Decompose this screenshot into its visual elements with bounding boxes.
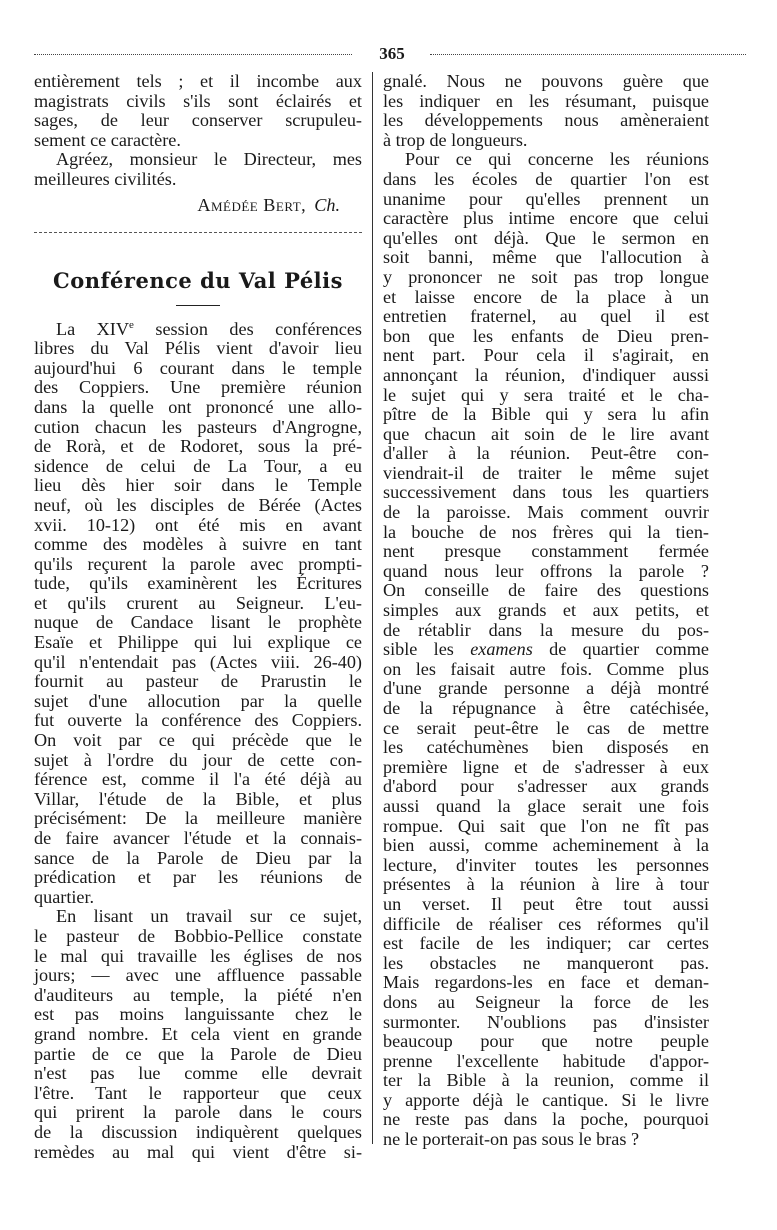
text-line: fournit au pasteur de Prarustin le	[34, 671, 362, 692]
text-line-examens: sible les examens de quartier comme	[383, 639, 709, 660]
text-line: le sujet qui y sera traité et le cha-	[383, 384, 709, 405]
text-line: d'abord pour s'adresser aux grands	[383, 776, 709, 797]
text-line: quartier.	[34, 886, 95, 907]
text-line: le pasteur de Bobbio-Pellice constate	[34, 925, 362, 946]
article-title: Conférence du Val Pélis	[53, 267, 343, 293]
text-line: prenne l'excellente habitude d'appor-	[383, 1050, 709, 1071]
text-line: libres du Val Pélis vient d'avoir lieu	[34, 338, 362, 359]
text-line: sujet d'une allocution par la quelle	[34, 690, 362, 711]
text-line: dans les écoles de quartier l'on est	[383, 168, 709, 189]
right-column	[383, 72, 709, 1150]
text-line: En lisant un travail sur ce sujet,	[56, 906, 362, 927]
text-line: à trop de longueurs.	[383, 129, 528, 150]
text-line: l'être. Tant le rapporteur que ceux	[34, 1082, 362, 1103]
signature-suffix: Ch.	[314, 194, 340, 215]
text-line: successivement dans tous les quartiers	[383, 482, 709, 503]
text-line: les indiquer en les résumant, puisque	[383, 90, 709, 111]
signature	[34, 190, 362, 220]
text-line: de faire avancer l'étude et la connais-	[34, 828, 362, 848]
text-line: de la discussion indiquèrent quelques	[34, 1121, 362, 1142]
text-line: dons au Seigneur la force de les	[383, 991, 709, 1012]
column-divider	[372, 72, 373, 1144]
text-line: ne reste pas dans la poche, pourquoi	[383, 1109, 709, 1130]
text-line: sement ce caractère.	[34, 129, 181, 150]
text-line: nent presque constamment fermée	[383, 541, 709, 562]
text-line: tude, qu'ils examinèrent les Écritures	[34, 573, 362, 594]
signature-name: Amédée Bert,	[197, 194, 307, 215]
text-line: rompue. Qui sait que l'on ne fît pas	[383, 815, 709, 836]
text-line: sidence de celui de La Tour, a eu	[34, 455, 362, 476]
text-line: de rétablir dans la mesure du pos-	[383, 619, 709, 640]
text-line: aujourd'hui 6 courant dans le temple	[34, 357, 362, 378]
text-line: xvii. 10-12) ont été mis en avant	[34, 514, 362, 535]
text-line: grand nombre. Et cela vient en grande	[34, 1023, 362, 1044]
text-line: le mal qui travaille les églises de nos	[34, 945, 362, 966]
text-line: viendrait-il de traiter le même sujet	[383, 462, 709, 483]
text-line: les développements nous amèneraient	[383, 110, 709, 131]
page-number: 365	[379, 44, 405, 63]
title-dash	[176, 305, 220, 306]
text-line: Villar, l'étude de la Bible, et plus	[34, 788, 362, 809]
page-header	[34, 44, 746, 66]
text-line: cution chacun les pasteurs d'Angrogne,	[34, 416, 362, 437]
text-line: et laisse encore de la place à un	[383, 286, 709, 307]
text-line: ce serait peut-être le cas de mettre	[383, 717, 709, 738]
text-line: sages, de leur conserver scrupuleu-	[34, 110, 362, 131]
text-line: nent part. Pour cela il s'agirait, en	[383, 345, 709, 366]
left-column	[34, 72, 362, 1162]
text-line: simples aux grands et aux petits, et	[383, 600, 709, 621]
section-separator	[34, 232, 362, 247]
text-line: Agréez, monsieur le Directeur, mes	[56, 149, 362, 170]
text-line: comme des modèles à suivre en tant	[34, 534, 362, 555]
text-line: les obstacles ne manqueront pas.	[383, 952, 709, 973]
text-line: de la paroisse. Mais comment ouvrir	[383, 502, 709, 523]
text-line: ne le porterait-on pas sous le bras ?	[383, 1129, 640, 1150]
text-line: précisément: De la meilleure manière	[34, 808, 362, 829]
letter-closing	[34, 150, 362, 189]
text-line: magistrats civils s'ils sont éclairés et	[34, 90, 362, 111]
text-line: un verset. Il peut être tout aussi	[383, 893, 709, 914]
text-line: caractère plus intime encore que celui	[383, 208, 709, 229]
text-line: est pas moins languissante chez le	[34, 1004, 362, 1025]
text-line: remèdes au mal qui vient d'être si-	[34, 1141, 362, 1162]
text-line: Esaïe et Philippe qui lui explique ce	[34, 632, 362, 653]
examens-word: examens	[470, 639, 533, 660]
text-line: jours; — avec une affluence passable	[34, 965, 362, 986]
text-line: lecture, d'inviter toutes les personnes	[383, 854, 709, 875]
text-line: gnalé. Nous ne pouvons guère que	[383, 71, 709, 91]
article-continuation-2	[383, 660, 709, 1150]
text-line: n'est pas lue comme elle devrait	[34, 1063, 362, 1084]
text-line: difficile de réaliser ces réformes qu'il	[383, 913, 709, 934]
article-body	[34, 320, 362, 1163]
text-line: d'auditeurs au temple, la piété n'en	[34, 984, 362, 1005]
text-line: La XIVe session des conférences	[56, 318, 362, 339]
text-line: Mais regardons-les en face et deman-	[383, 972, 709, 993]
text-line: de Rorà, et de Rodoret, sous la pré-	[34, 436, 362, 457]
text-line: d'une grande personne a déjà montré	[383, 678, 709, 699]
text-line: première ligne et de s'adresser à eux	[383, 756, 709, 777]
text-line: d'aller à la réunion. Peut-être con-	[383, 443, 709, 464]
text-line: fut ouverte la conférence des Coppiers.	[34, 710, 362, 731]
text-line: pître de la Bible qui y sera lu afin	[383, 404, 709, 425]
text-line: y apporte déjà le cantique. Si le livre	[383, 1089, 709, 1110]
text-line: férence est, comme il l'a été déjà au	[34, 769, 362, 790]
text-line: entretien fraternel, au quel il est	[383, 306, 709, 327]
text-line: neuf, où les disciples de Bérée (Actes	[34, 494, 362, 515]
text-line: unanime pour qu'elles prennent un	[383, 188, 709, 209]
text-line: qu'il n'entendait pas (Actes viii. 26-40)	[34, 651, 362, 672]
header-rule-right	[430, 54, 746, 61]
text-line: est facile de les indiquer; car certes	[383, 933, 709, 954]
text-line: On conseille de faire des questions	[383, 580, 709, 601]
text-line: Pour ce qui concerne les réunions	[405, 149, 709, 170]
text-line: les catéchumènes bien disposés en	[383, 737, 709, 758]
text-line: ter la Bible à la reunion, comme il	[383, 1070, 709, 1091]
text-line: des Coppiers. Une première réunion	[34, 377, 362, 398]
text-line: bien aussi, comme acheminement à la	[383, 835, 709, 856]
text-line: surmonter. N'oublions pas d'insister	[383, 1011, 709, 1032]
letter-ending	[34, 72, 362, 150]
text-line: beaucoup pour que notre peuple	[383, 1031, 709, 1052]
text-line: lieu dès hier soir dans le Temple	[34, 475, 362, 496]
text-line: quand nous leur offrons la parole ?	[383, 560, 709, 581]
article-continuation	[383, 72, 709, 640]
text-line: que chacun ait soin de le lire avant	[383, 423, 709, 444]
text-line: présentes à la réunion à lire à tour	[383, 874, 709, 895]
text-line: dans la quelle ont prononcé une allo-	[34, 396, 362, 417]
text-line: sance de la Parole de Dieu par la	[34, 847, 362, 868]
text-line: et qu'ils crurent au Seigneur. L'eu-	[34, 592, 362, 613]
text-line: aussi quand la glace serait une fois	[383, 795, 709, 816]
text-line: on les faisait autre fois. Comme plus	[383, 658, 709, 679]
text-line: qu'ils reçurent la parole avec prompti-	[34, 553, 362, 574]
text-line: bon que les enfants de Dieu pren-	[383, 325, 709, 346]
text-line: de la répugnance à être catéchisée,	[383, 698, 709, 718]
header-rule-left	[34, 54, 352, 61]
text-line: soit banni, même que l'allocution à	[383, 247, 709, 268]
text-line: nuque de Candace lisant le prophète	[34, 612, 362, 633]
text-line: sujet à l'ordre du jour de cette con-	[34, 749, 362, 770]
text-line: y prononcer ne soit pas trop longue	[383, 266, 709, 287]
text-line: qu'elles ont déjà. Que le sermon en	[383, 227, 709, 248]
text-line: partie de ce que la Parole de Dieu	[34, 1043, 362, 1064]
text-line: On voit par ce qui précède que le	[34, 730, 362, 751]
text-line: la bouche de nos frères qui la tien-	[383, 521, 709, 542]
text-line: meilleures civilités.	[34, 168, 177, 189]
text-line: prédication et par les réunions de	[34, 867, 362, 888]
text-line: annonçant la réunion, d'indiquer aussi	[383, 364, 709, 385]
text-line: qui prirent la parole dans le cours	[34, 1102, 362, 1123]
text-line: entièrement tels ; et il incombe aux	[34, 71, 362, 91]
